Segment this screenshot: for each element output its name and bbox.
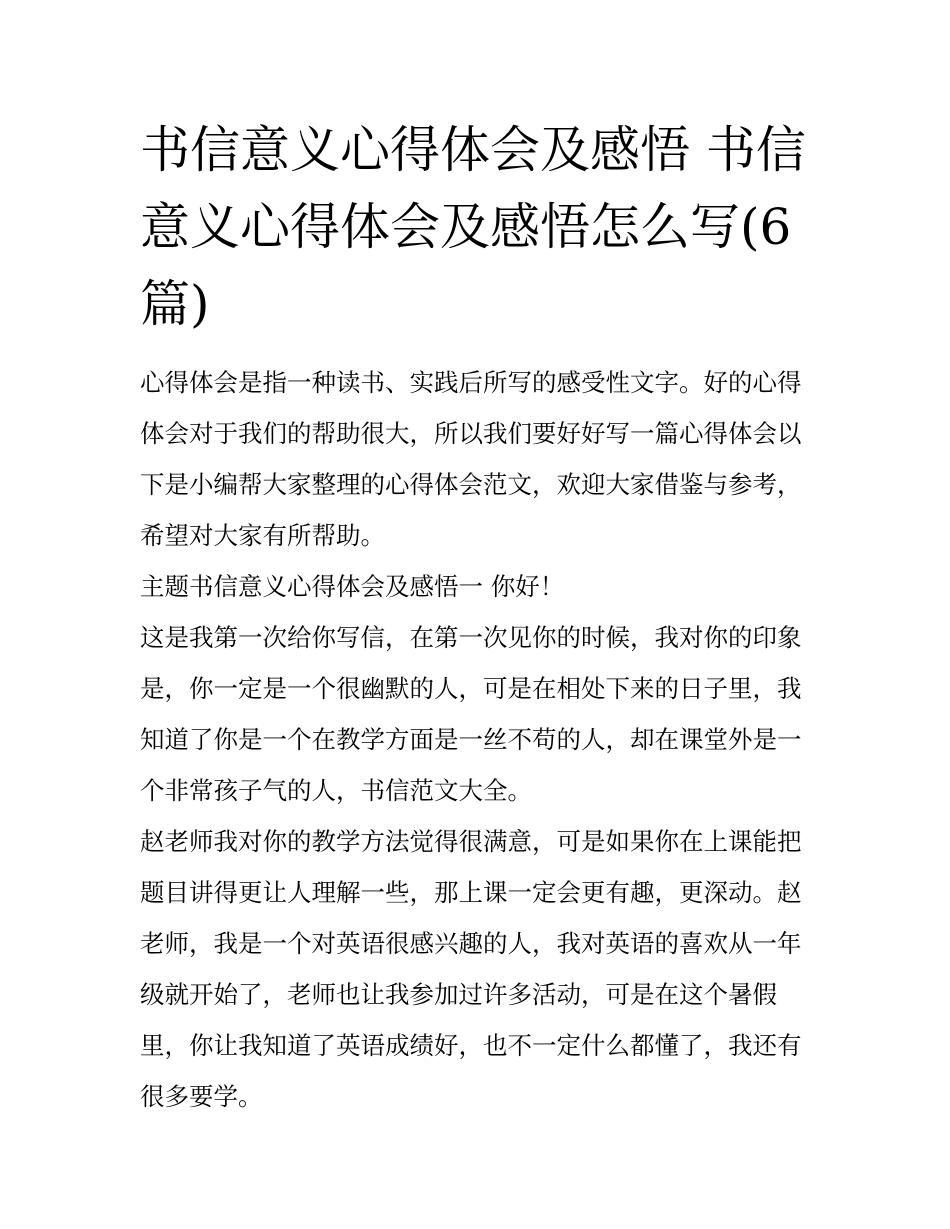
paragraph-intro: 心得体会是指一种读书、实践后所写的感受性文字。好的心得体会对于我们的帮助很大，所以我们要好好写一篇心得体会以下是小编帮大家整理的心得体会范文，欢迎大家借鉴与参考，希望对大家有所帮助。 <box>140 368 802 550</box>
paragraph-subtitle: 主题书信意义心得体会及感悟一 你好！ <box>140 572 565 601</box>
document-page <box>140 112 812 1122</box>
paragraph-first-impression: 这是我第一次给你写信，在第一次见你的时候，我对你的印象是，你一定是一个很幽默的人，可是在相处下来的日子里，我知道了你是一个在教学方面是一丝不苟的人，却在课堂外是一个非常孩子气的人，书信范文大全。 <box>140 623 802 805</box>
document-body <box>140 357 812 1122</box>
document-title: 书信意义心得体会及感悟 书信意义心得体会及感悟怎么写(6篇) <box>140 121 806 333</box>
paragraph-teaching: 赵老师我对你的教学方法觉得很满意，可是如果你在上课能把题目讲得更让人理解一些，那上课一定会更有趣，更深动。赵老师，我是一个对英语很感兴趣的人，我对英语的喜欢从一年级就开始了，老师也让我参加过许多活动，可是在这个暑假里，你让我知道了英语成绩好，也不一定什么都懂了，我还有很多要学。 <box>140 827 802 1111</box>
